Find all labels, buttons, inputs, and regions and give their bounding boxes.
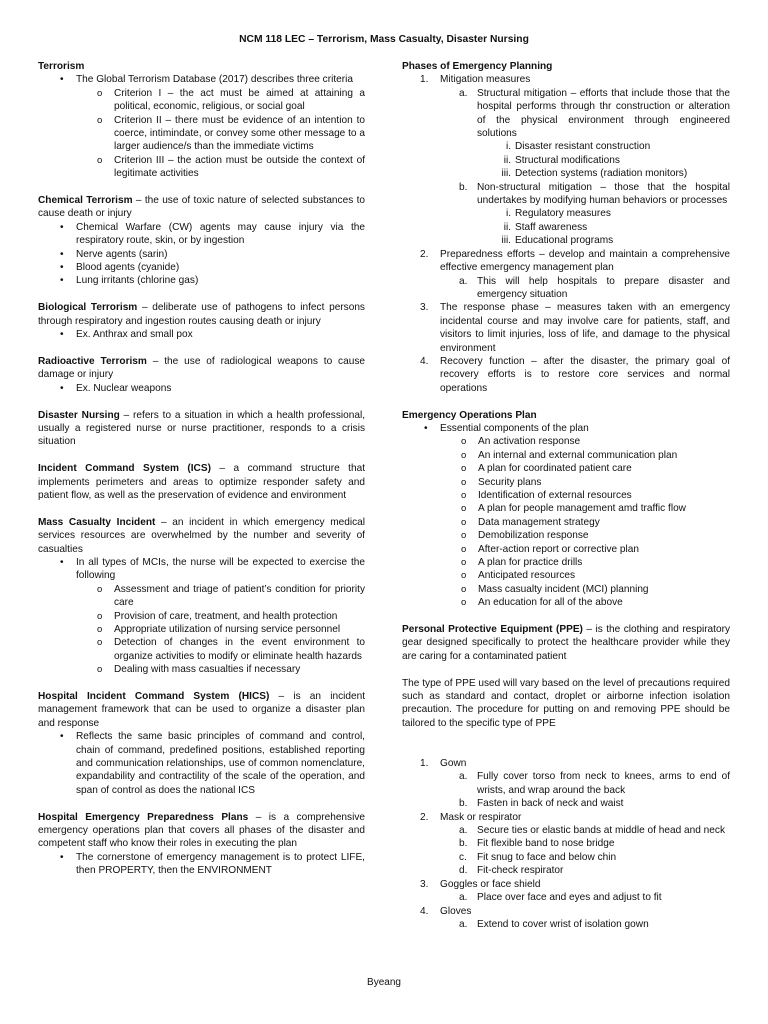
ics-definition: Incident Command System (ICS) – a command structure that implements perimeters and areas to optimize responder safety and patient flow, as well as the preservation of evidence and environment [38,463,366,501]
mci-section [38,516,365,677]
hepp-section [38,811,365,878]
page-title: NCM 118 LEC – Terrorism, Mass Casualty, Disaster Nursing [239,34,529,45]
ppe-substep: a. Secure ties or elastic bands at middle of head and neck [459,825,726,837]
list-item: iii. Detection systems (radiation monitors) [501,168,688,180]
list-item: o An activation response [478,435,730,448]
chemical-terrorism-definition: Chemical Terrorism – the use of toxic nature of selected substances to cause death or injury [38,195,365,220]
ppe-step: 2. Mask or respirator a. Secure ties or elastic bands at middle of head and neck b. Fit flexible band to nose bridge c. Fit snug to face and below chin d. Fit-check respirator [440,811,730,878]
list-item: iii. Educational programs [501,235,614,247]
list-item: • Lung irritants (chlorine gas) [76,274,365,287]
disaster-nursing-section [38,409,365,449]
hepp-definition: Hospital Emergency Preparedness Plans – is a comprehensive emergency operations plan that covers all phases of the disaster and competent staff who know their roles in executing the plan [38,811,365,850]
ppe-step: 4. Gloves a. Extend to cover wrist of isolation gown [440,905,730,932]
ppe-section [402,623,730,663]
hics-section [38,690,365,797]
ppe-substep: a. Fully cover torso from neck to knees, arms to end of wrists, and wrap around the back [459,771,730,796]
terrorism-heading: Terrorism [38,61,85,72]
list-item: o A plan for practice drills [478,556,730,569]
ppe-substep: b. Fasten in back of neck and waist [459,798,624,810]
list-item: o Appropriate utilization of nursing service personnel [114,623,365,636]
biological-terrorism-section [38,301,365,341]
ppe-definition: Personal Protective Equipment (PPE) – is the clothing and respiratory gear designed specifically to protect the healthcare provider while they are caring for a contaminated patient [402,624,730,662]
terrorism-bullet: • The Global Terrorism Database (2017) describes three criteria o Criterion I – the act must be aimed at attaining a political, economic, religious, or social goal o Criterion II – there must be evidence of an intention to coerce, intimindate, or convey some other message to a larger audience/s than the immediate victims o Criterion III – the action must be outside the context of legitimate activities [76,73,365,180]
ppe-substep: c. Fit snug to face and below chin [459,851,617,863]
list-item: o Provision of care, treatment, and health protection [114,610,365,623]
list-item: o Demobilization response [478,529,730,542]
list-item: o Assessment and triage of patient’s condition for priority care [114,583,365,610]
list-item: • Reflects the same basic principles of command and control, chain of command, predefined positions, established reporting and communication relationships, use of common nomenclature, expandability and contractility of the scale of the operation, and span of control as does the national ICS [76,730,365,797]
list-item: o Detection of changes in the event environment to organize activities to modify or eliminate health hazards [114,636,365,663]
eop-bullet: • Essential components of the plan o An activation response o An internal and external communication plan o A plan for coordinated patient care o Security plans o Identification of external resources o A plan for people management amd traffic flow o Data management strategy o Demobilization response o After-action report or corrective plan o A plan for practice drills o Anticipated resources o Mass casualty incident (MCI) planning o An education for all of the above [440,422,730,610]
ppe-procedure [402,677,730,932]
eop-section [402,409,730,610]
biological-terrorism-definition: Biological Terrorism – deliberate use of pathogens to infect persons through respiratory and ingestion routes causing death or injury [38,302,365,327]
list-item: o Mass casualty incident (MCI) planning [478,583,730,596]
phase-subitem: a. This will help hospitals to prepare disaster and emergency situation [459,275,730,300]
list-item: o Anticipated resources [478,569,730,582]
list-item: o Data management strategy [478,516,730,529]
list-item: o An education for all of the above [478,596,730,609]
ppe-substep: d. Fit-check respirator [459,865,564,877]
list-item: o Identification of external resources [478,489,730,502]
phases-heading: Phases of Emergency Planning [402,61,553,72]
criterion-item: o Criterion III – the action must be outside the context of legitimate activities [114,154,365,181]
list-item: o A plan for people management amd traffic flow [478,502,730,515]
list-item: • Ex. Nuclear weapons [76,382,365,395]
list-item: • Ex. Anthrax and small pox [76,328,365,341]
terrorism-section [38,60,365,181]
list-item: ii. Staff awareness [503,221,588,233]
right-column [402,60,730,931]
list-item: i. Regulatory measures [505,208,611,220]
ics-section [38,462,365,502]
phase-subitem: b. Non-structural mitigation – those that the hospital undertakes by modifying human behaviors or processes i. Regulatory measures ii. Staff awareness iii. Educational programs [459,181,730,247]
eop-heading: Emergency Operations Plan [402,409,537,421]
list-item: • Blood agents (cyanide) [76,261,365,274]
list-item: • Nerve agents (sarin) [76,248,365,261]
list-item: o A plan for coordinated patient care [478,462,730,475]
list-item: i. Disaster resistant construction [505,141,651,153]
ppe-step: 1. Gown a. Fully cover torso from neck to knees, arms to end of wrists, and wrap around the back b. Fasten in back of neck and waist [420,758,730,810]
radioactive-terrorism-definition: Radioactive Terrorism – the use of radiological weapons to cause damage or injury [38,355,365,381]
disaster-nursing-definition: Disaster Nursing – refers to a situation in which a health professional, usually a registered nurse or nurse practitioner, responds to a crisis situation [38,409,366,448]
page-footer: Byeang [367,977,401,988]
list-item: o After-action report or corrective plan [478,543,730,556]
mci-definition: Mass Casualty Incident – an incident in which emergency medical services resources are overwhelmed by the number and severity of casualties [38,516,365,555]
radioactive-terrorism-section [38,355,365,395]
list-item: o An internal and external communication plan [478,449,730,462]
criterion-item: o Criterion I – the act must be aimed at attaining a political, economic, religious, or social goal [114,87,365,114]
ppe-substep: a. Extend to cover wrist of isolation gown [459,918,649,930]
phase-item: 4. Recovery function – after the disaster, the primary goal of recovery efforts is to restore core services and normal operations [420,355,730,394]
list-item: o Dealing with mass casualties if necessary [114,663,365,676]
phase-item: 1. Mitigation measures a. Structural mitigation – efforts that include those that the hospital performs through thr construction or alteration of the physical environment through engineered solutions i. Disaster resistant construction ii. Structural modifications iii. Detection systems (radiation monitors) b. Non-structural mitigation – those that the hospital undertakes by modifying human behaviors or processes i. Regulatory measures ii. Staff awareness iii. Educational programs [420,74,730,247]
phases-section [402,60,730,395]
phase-subitem: a. Structural mitigation – efforts that include those that the hospital performs through thr construction or alteration of the physical environment through engineered solutions i. Disaster resistant construction ii. Structural modifications iii. Detection systems (radiation monitors) [459,87,730,180]
ppe-substep: a. Place over face and eyes and adjust to fit [459,892,662,904]
left-column [38,60,365,878]
ppe-substep: b. Fit flexible band to nose bridge [459,838,615,850]
phase-item: 2. Preparedness efforts – develop and maintain a comprehensive effective emergency management plan a. This will help hospitals to prepare disaster and emergency situation [420,248,730,300]
list-item: ii. Structural modifications [503,154,620,166]
chemical-terrorism-section [38,194,365,288]
list-item: • Chemical Warfare (CW) agents may cause injury via the respiratory route, skin, or by ingestion [76,221,365,248]
phase-item: 3. The response phase – measures taken with an emergency incidental course and may involve care for patients, staff, and visitors to limit injuries, loss of life, and damage to the physical environment [420,302,730,354]
hics-definition: Hospital Incident Command System (HICS) – is an incident management framework that can be used to organize a disaster plan and response [38,690,365,729]
mci-bullet: • In all types of MCIs, the nurse will be expected to exercise the following o Assessment and triage of patient’s condition for priority care o Provision of care, treatment, and health protection o Appropriate utilization of nursing service personnel o Detection of changes in the event environment to organize activities to modify or eliminate health hazards o Dealing with mass casualties if necessary [76,556,365,677]
list-item: • The cornerstone of emergency management is to protect LIFE, then PROPERTY, then the ENVIRONMENT [76,851,365,878]
list-item: o Security plans [478,476,730,489]
ppe-paragraph: The type of PPE used will vary based on the level of precautions required such as standard and contact, droplet or airborne infection isolation precaution. The procedure for putting on and removing PPE should be tailored to the specific type of PPE [402,677,730,729]
criterion-item: o Criterion II – there must be evidence of an intention to coerce, intimindate, or convey some other message to a larger audience/s than the immediate victims [114,114,365,154]
ppe-step: 3. Goggles or face shield a. Place over face and eyes and adjust to fit [440,878,730,905]
